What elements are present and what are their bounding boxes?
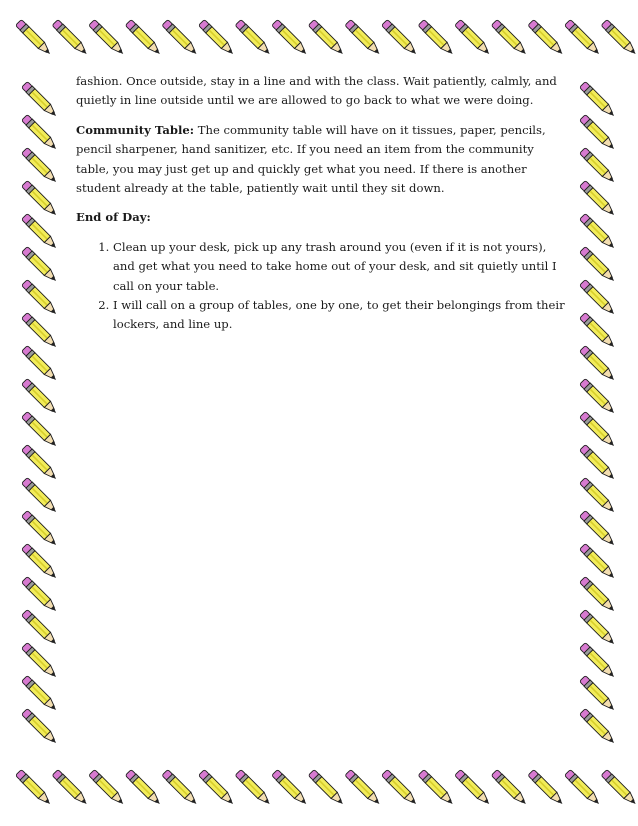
pencil-icon bbox=[21, 345, 58, 382]
pencil-icon bbox=[579, 576, 616, 613]
pencil-icon bbox=[579, 180, 616, 217]
pencil-icon bbox=[579, 444, 616, 481]
pencil-icon bbox=[89, 769, 126, 806]
pencil-icon bbox=[21, 477, 58, 514]
pencil-icon bbox=[564, 19, 601, 56]
pencil-icon bbox=[272, 19, 309, 56]
list-item: 2. I will call on a group of tables, one by one, to get their belongings from their lockers, and line up. bbox=[113, 296, 566, 335]
pencil-icon bbox=[579, 213, 616, 250]
pencil-icon bbox=[491, 19, 528, 56]
pencil-icon bbox=[579, 279, 616, 316]
pencil-icon bbox=[21, 675, 58, 712]
pencil-icon bbox=[579, 147, 616, 184]
pencil-icon bbox=[579, 345, 616, 382]
pencil-icon bbox=[579, 312, 616, 349]
pencil-icon bbox=[21, 114, 58, 151]
pencil-icon bbox=[162, 769, 199, 806]
pencil-icon bbox=[21, 642, 58, 679]
pencil-icon bbox=[564, 769, 601, 806]
pencil-icon bbox=[601, 19, 638, 56]
community-table-text: The community table will have on it tissues, paper, pencils, pencil sharpener, hand sanitizer, etc. If you need an item from the community table, you may just get up and quickly get what you need. If there is another student already at the table, patiently wait until they sit down. bbox=[76, 122, 546, 196]
pencil-icon bbox=[579, 708, 616, 745]
pencil-icon bbox=[125, 19, 162, 56]
list-item: 1. Clean up your desk, pick up any trash around you (even if it is not yours), and get what you need to take home out of your desk, and sit quietly until I call on your table. bbox=[113, 238, 566, 296]
document-body bbox=[76, 72, 566, 335]
pencil-icon bbox=[381, 19, 418, 56]
pencil-icon bbox=[579, 81, 616, 118]
pencil-icon bbox=[455, 19, 492, 56]
pencil-icon bbox=[21, 180, 58, 217]
pencil-icon bbox=[52, 769, 89, 806]
end-of-day-heading: End of Day: bbox=[76, 210, 151, 225]
pencil-icon bbox=[21, 312, 58, 349]
pencil-icon bbox=[308, 769, 345, 806]
pencil-icon bbox=[21, 213, 58, 250]
pencil-icon bbox=[21, 411, 58, 448]
pencil-icon bbox=[21, 378, 58, 415]
pencil-icon bbox=[198, 769, 235, 806]
pencil-icon bbox=[491, 769, 528, 806]
pencil-icon bbox=[418, 19, 455, 56]
community-table-paragraph bbox=[76, 121, 566, 199]
pencil-icon bbox=[601, 769, 638, 806]
pencil-icon bbox=[345, 19, 382, 56]
pencil-icon bbox=[579, 609, 616, 646]
pencil-icon bbox=[579, 246, 616, 283]
pencil-icon bbox=[579, 378, 616, 415]
pencil-icon bbox=[21, 246, 58, 283]
pencil-icon bbox=[235, 19, 272, 56]
pencil-icon bbox=[21, 81, 58, 118]
community-table-label: Community Table: bbox=[76, 122, 195, 137]
pencil-icon bbox=[579, 642, 616, 679]
pencil-icon bbox=[21, 279, 58, 316]
pencil-icon bbox=[579, 510, 616, 547]
pencil-icon bbox=[162, 19, 199, 56]
pencil-icon bbox=[198, 19, 235, 56]
pencil-icon bbox=[52, 19, 89, 56]
pencil-icon bbox=[235, 769, 272, 806]
pencil-icon bbox=[455, 769, 492, 806]
pencil-icon bbox=[15, 769, 52, 806]
pencil-icon bbox=[89, 19, 126, 56]
pencil-icon bbox=[381, 769, 418, 806]
pencil-icon bbox=[579, 477, 616, 514]
pencil-icon bbox=[21, 576, 58, 613]
pencil-icon bbox=[528, 19, 565, 56]
pencil-icon bbox=[579, 543, 616, 580]
pencil-icon bbox=[579, 114, 616, 151]
intro-paragraph: fashion. Once outside, stay in a line and with the class. Wait patiently, calmly, and quietly in line outside until we are allowed to go back to what we were doing. bbox=[76, 74, 557, 108]
pencil-icon bbox=[15, 19, 52, 56]
pencil-icon bbox=[272, 769, 309, 806]
pencil-icon bbox=[21, 609, 58, 646]
pencil-icon bbox=[21, 543, 58, 580]
pencil-icon bbox=[21, 510, 58, 547]
pencil-icon bbox=[579, 675, 616, 712]
pencil-icon bbox=[579, 411, 616, 448]
pencil-icon bbox=[21, 147, 58, 184]
pencil-icon bbox=[528, 769, 565, 806]
pencil-icon bbox=[21, 444, 58, 481]
pencil-icon bbox=[21, 708, 58, 745]
pencil-icon bbox=[418, 769, 455, 806]
pencil-icon bbox=[345, 769, 382, 806]
pencil-icon bbox=[308, 19, 345, 56]
pencil-icon bbox=[125, 769, 162, 806]
end-of-day-list bbox=[76, 238, 566, 335]
